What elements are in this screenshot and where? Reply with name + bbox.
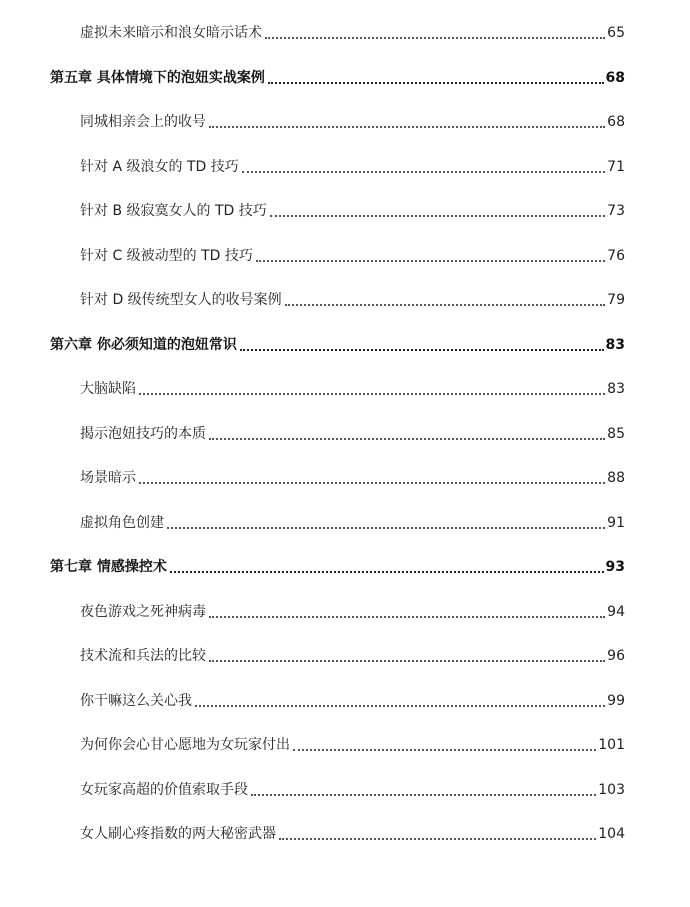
dot-leader — [139, 393, 605, 395]
toc-section-entry[interactable] — [80, 289, 625, 311]
toc-section-entry[interactable] — [80, 467, 625, 489]
toc-entry-title: 第六章 你必须知道的泡妞常识 — [50, 336, 237, 353]
toc-entry-page-number: 88 — [607, 470, 625, 486]
toc-entry-title: 针对 C 级被动型的 TD 技巧 — [80, 247, 253, 264]
toc-entry-page-number: 101 — [598, 737, 625, 753]
toc-entry-page-number: 99 — [607, 692, 625, 709]
toc-entry-title: 针对 A 级浪女的 TD 技巧 — [80, 158, 239, 175]
dot-leader — [195, 705, 605, 707]
toc-entry-page-number: 83 — [605, 336, 625, 353]
dot-leader — [242, 171, 605, 173]
dot-leader — [209, 126, 605, 128]
toc-entry-page-number: 65 — [607, 25, 625, 41]
toc-entry-title: 女人刷心疼指数的两大秘密武器 — [80, 826, 276, 842]
toc-entry-title: 虚拟角色创建 — [80, 514, 164, 531]
toc-section-entry[interactable] — [80, 690, 625, 712]
dot-leader — [293, 749, 596, 751]
toc-entry-title: 第五章 具体情境下的泡妞实战案例 — [50, 69, 265, 86]
dot-leader — [209, 438, 605, 440]
toc-entry-title: 针对 B 级寂寞女人的 TD 技巧 — [80, 203, 267, 219]
dot-leader — [240, 349, 604, 351]
toc-entry-page-number: 68 — [607, 114, 625, 130]
toc-entry-page-number: 104 — [598, 826, 625, 842]
dot-leader — [251, 794, 596, 796]
toc-entry-page-number: 73 — [607, 203, 625, 219]
dot-leader — [170, 571, 604, 573]
toc-entry-title: 大脑缺陷 — [80, 381, 136, 397]
dot-leader — [285, 304, 605, 306]
toc-section-entry[interactable] — [80, 645, 625, 667]
toc-entry-title: 技术流和兵法的比较 — [80, 648, 206, 664]
toc-entry-title: 场景暗示 — [80, 470, 136, 486]
toc-entry-page-number: 83 — [607, 381, 625, 397]
dot-leader — [270, 215, 605, 217]
toc-entry-page-number: 96 — [607, 648, 625, 664]
dot-leader — [139, 482, 605, 484]
toc-section-entry[interactable] — [80, 200, 625, 222]
toc-section-entry[interactable] — [80, 111, 625, 133]
toc-section-entry[interactable] — [80, 156, 625, 178]
dot-leader — [209, 660, 605, 662]
dot-leader — [256, 260, 605, 262]
toc-section-entry[interactable] — [80, 423, 625, 445]
toc-section-entry[interactable] — [80, 779, 625, 801]
toc-entry-page-number: 94 — [607, 603, 625, 620]
toc-entry-page-number: 93 — [605, 559, 625, 575]
dot-leader — [209, 616, 605, 618]
toc-entry-title: 夜色游戏之死神病毒 — [80, 603, 206, 620]
toc-entry-title: 女玩家高超的价值索取手段 — [80, 781, 248, 798]
toc-entry-title: 为何你会心甘心愿地为女玩家付出 — [80, 737, 290, 753]
toc-section-entry[interactable] — [80, 378, 625, 400]
dot-leader — [279, 838, 596, 840]
toc-section-entry[interactable] — [80, 823, 625, 845]
toc-chapter-entry[interactable] — [50, 556, 625, 578]
toc-entry-title: 针对 D 级传统型女人的收号案例 — [80, 292, 282, 308]
dot-leader — [265, 37, 605, 39]
toc-entry-page-number: 71 — [607, 158, 625, 175]
toc-entry-title: 你干嘛这么关心我 — [80, 692, 192, 709]
toc-chapter-entry[interactable] — [50, 67, 625, 89]
toc-section-entry[interactable] — [80, 512, 625, 534]
dot-leader — [268, 82, 604, 84]
toc-entry-page-number: 85 — [607, 425, 625, 442]
toc-entry-page-number: 79 — [607, 292, 625, 308]
toc-chapter-entry[interactable] — [50, 334, 625, 356]
toc-entry-page-number: 76 — [607, 247, 625, 264]
toc-section-entry[interactable] — [80, 601, 625, 623]
toc-entry-page-number: 68 — [605, 69, 625, 86]
toc-section-entry[interactable] — [80, 734, 625, 756]
toc-section-entry[interactable] — [80, 22, 625, 44]
toc-entry-title: 同城相亲会上的收号 — [80, 114, 206, 130]
toc-entry-page-number: 103 — [598, 781, 625, 798]
toc-entry-title: 第七章 情感操控术 — [50, 559, 167, 575]
toc-entry-page-number: 91 — [607, 514, 625, 531]
toc-entry-title: 揭示泡妞技巧的本质 — [80, 425, 206, 442]
toc-section-entry[interactable] — [80, 245, 625, 267]
dot-leader — [167, 527, 605, 529]
toc-entry-title: 虚拟未来暗示和浪女暗示话术 — [80, 25, 262, 41]
